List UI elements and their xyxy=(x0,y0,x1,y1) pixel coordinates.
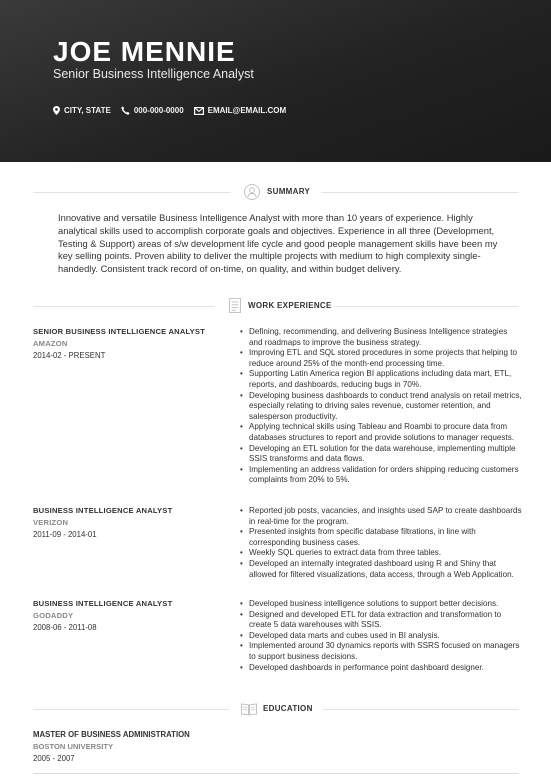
list-item: • Presented insights from specific database filtrations, in line with corresponding business cases. xyxy=(240,527,522,548)
job-dates: 2014-02 - PRESENT xyxy=(33,351,106,360)
divider-line xyxy=(323,709,519,710)
phone-text: 000-000-0000 xyxy=(133,106,184,115)
user-circle-icon xyxy=(243,183,261,201)
job-company: GODADDY xyxy=(33,611,74,620)
experience-section-heading xyxy=(33,297,519,315)
list-item: • Implemented around 30 dynamics reports with SSRS focused on managers to support business decisions. xyxy=(240,641,522,662)
list-item: • Reported job posts, vacancies, and insights used SAP to create dashboards in real-time for the program. xyxy=(240,506,522,527)
phone-contact xyxy=(121,106,184,115)
list-item: • Developed business intelligence solutions to support better decisions. xyxy=(240,599,522,610)
email-text[interactable]: EMAIL@EMAIL.COM xyxy=(207,106,287,115)
list-item: • Supporting Latin America region BI applications including data mart, ETL, reports, and dashboards, reducing bugs in 70%. xyxy=(240,369,522,390)
envelope-icon xyxy=(194,107,204,115)
summary-heading: SUMMARY xyxy=(267,187,311,196)
list-item: • Developing an ETL solution for the data warehouse, implementing multiple SSIS transforms and data flows. xyxy=(240,444,522,465)
list-item: • Implementing an address validation for orders shipping reducing customers complaints from 20% to 5%. xyxy=(240,465,522,486)
education-section-heading xyxy=(33,700,519,718)
job-meta xyxy=(33,506,223,539)
location-pin-icon xyxy=(53,106,60,115)
list-item: • Developing business dashboards to conduct trend analysis on retail metrics, especially relating to driving sales revenue, customer retention, and salesperson productivity. xyxy=(240,391,522,423)
job-title: BUSINESS INTELLIGENCE ANALYST xyxy=(33,599,173,608)
list-item: • Weekly SQL queries to extract data from three tables. xyxy=(240,548,522,559)
job-bullets xyxy=(240,506,522,580)
divider-line xyxy=(33,192,231,193)
bottom-divider xyxy=(33,773,519,774)
job-meta xyxy=(33,599,223,632)
list-item: • Designed and developed ETL for data extraction and transformation to create 5 data warehouses with SSIS. xyxy=(240,610,522,631)
contact-info xyxy=(53,106,286,115)
divider-line xyxy=(321,192,519,193)
job-company: AMAZON xyxy=(33,339,68,348)
email-contact[interactable] xyxy=(194,106,286,115)
summary-paragraph: Innovative and versatile Business Intelligence Analyst with more than 10 years of experience. Highly analytical skills used to accomplish corporate goals and objectives. Experience in all three (Development, Testing & Support) areas of s/w development life cycle and good people management skills have been my key selling points. Proven ability to deliver the multiple projects with medium to high complexity single-handedly. Consistent track record of on-time, on quality, and within budget delivery. xyxy=(58,212,498,275)
list-item: • Developed dashboards in performance point dashboard designer. xyxy=(240,663,522,674)
list-item: • Developed data marts and cubes used in BI analysis. xyxy=(240,631,522,642)
divider-line xyxy=(333,306,519,307)
list-item: • Developed an internally integrated dashboard using R and Shiny that allowed for filtered visualizations, data access, through a Web Application. xyxy=(240,559,522,580)
job-dates: 2011-09 - 2014-01 xyxy=(33,530,97,539)
job-company: VERIZON xyxy=(33,518,69,527)
list-item: • Improving ETL and SQL stored procedures in some projects that helping to reduce around 25% of the month-end processing time. xyxy=(240,348,522,369)
candidate-title: Senior Business Intelligence Analyst xyxy=(53,67,254,81)
open-book-icon xyxy=(240,700,258,718)
experience-heading: WORK EXPERIENCE xyxy=(248,301,332,310)
summary-section-heading xyxy=(33,183,519,201)
resume-header xyxy=(0,0,551,162)
education-entry xyxy=(33,730,190,763)
job-title: SENIOR BUSINESS INTELLIGENCE ANALYST xyxy=(33,327,206,336)
divider-line xyxy=(33,709,229,710)
job-title: BUSINESS INTELLIGENCE ANALYST xyxy=(33,506,173,515)
education-dates: 2005 - 2007 xyxy=(33,754,75,763)
education-heading: EDUCATION xyxy=(263,704,313,713)
phone-icon xyxy=(121,106,130,115)
job-dates: 2008-06 - 2011-08 xyxy=(33,623,97,632)
list-item: • Defining, recommending, and delivering Business Intelligence strategies and roadmaps to improve the business strategy. xyxy=(240,327,522,348)
school-name: BOSTON UNIVERSITY xyxy=(33,742,114,751)
list-item: • Applying technical skills using Tableau and Roambi to procure data from databases structures to report and provide solutions to manager requests. xyxy=(240,422,522,443)
location-contact xyxy=(53,106,111,115)
location-text: CITY, STATE xyxy=(64,106,111,115)
job-meta xyxy=(33,327,223,360)
candidate-name: JOE MENNIE xyxy=(53,36,236,67)
document-list-icon xyxy=(226,297,244,315)
divider-line xyxy=(33,306,215,307)
degree-title: MASTER OF BUSINESS ADMINISTRATION xyxy=(33,730,190,739)
job-bullets xyxy=(240,327,522,486)
job-bullets xyxy=(240,599,522,673)
